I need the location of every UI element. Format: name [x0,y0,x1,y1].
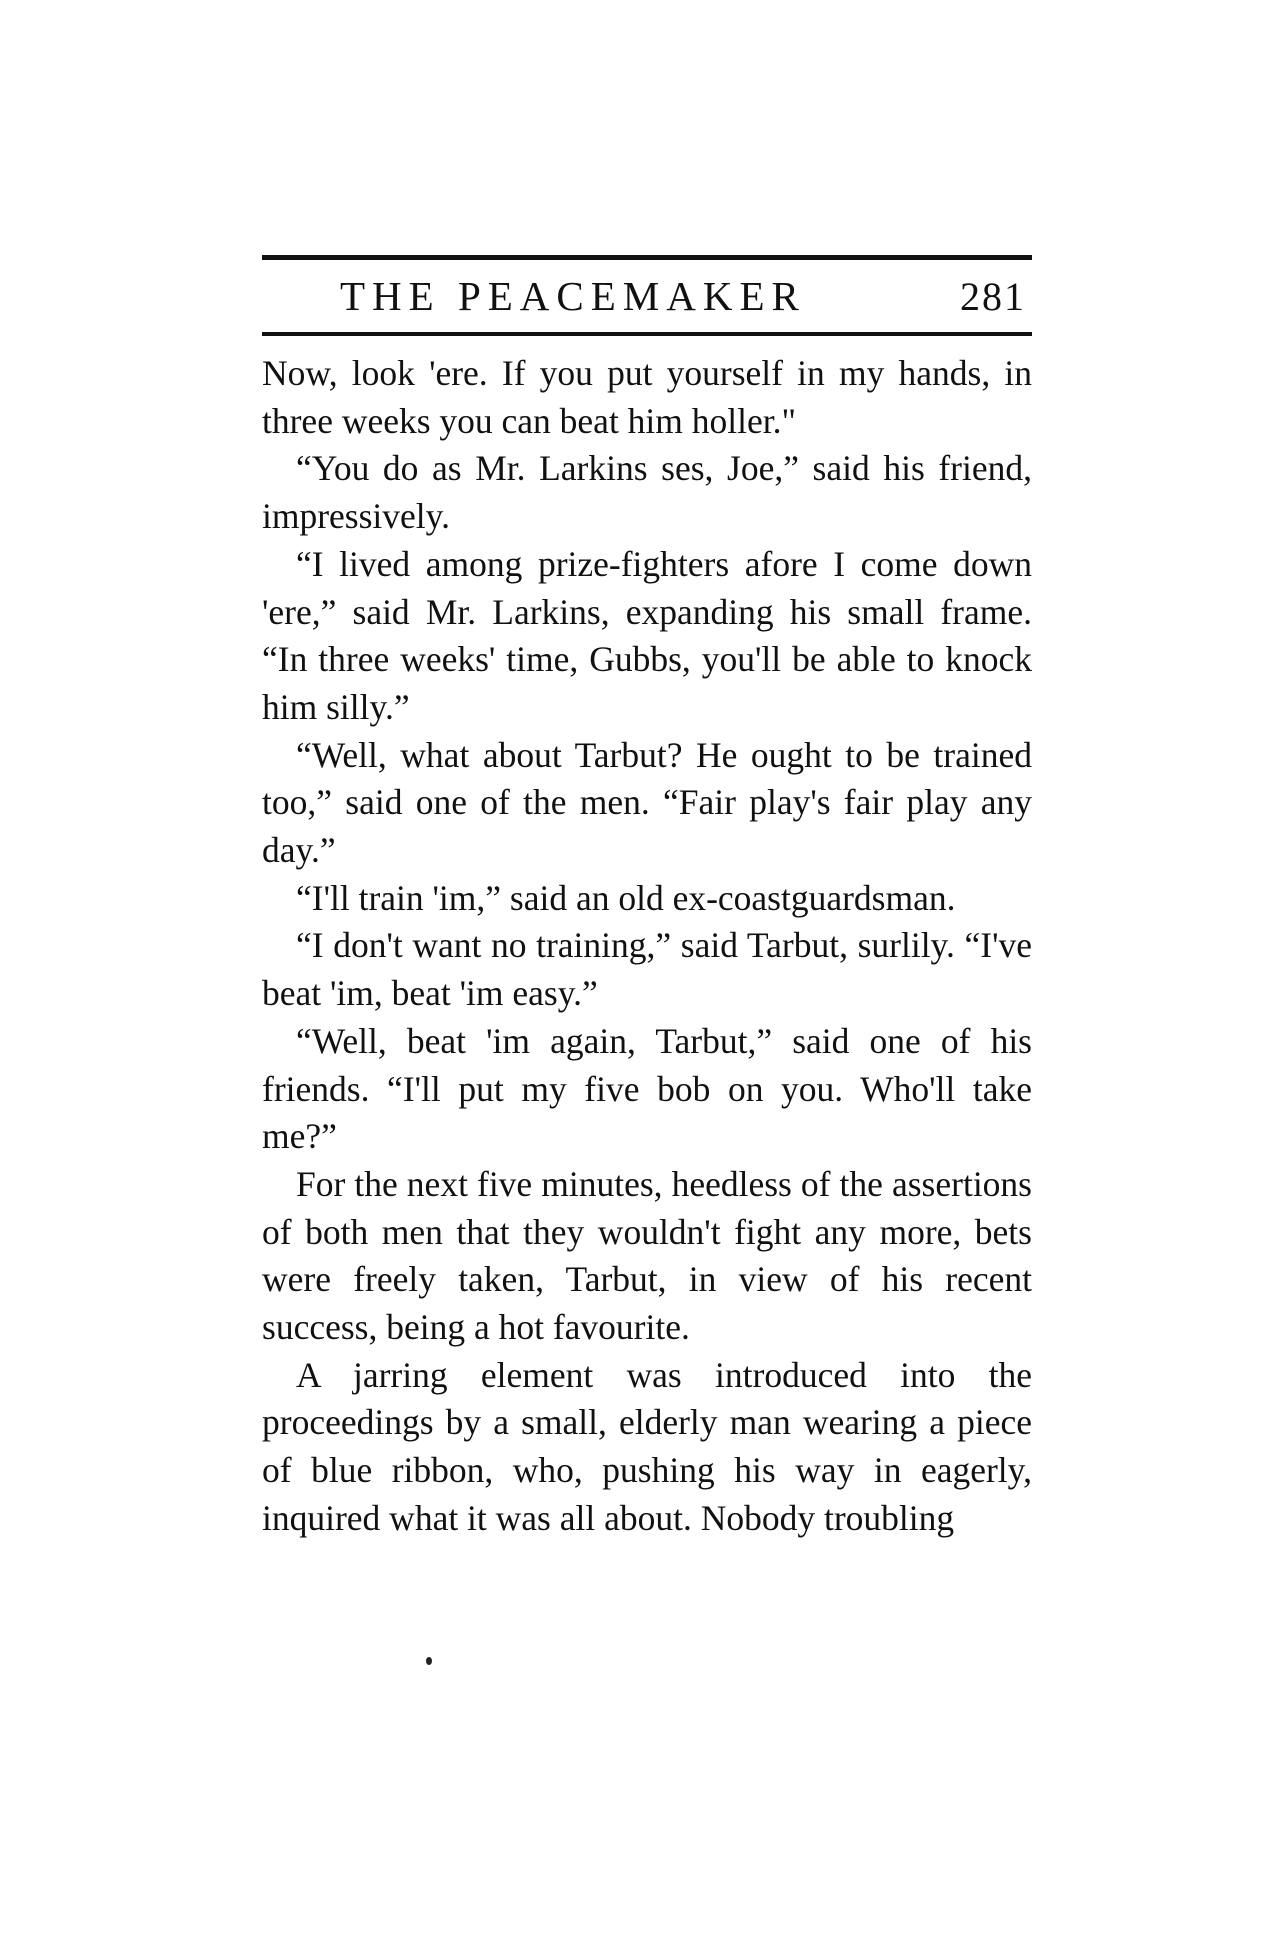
paragraph: “I lived among prize-fighters afore I come down 'ere,” said Mr. Larkins, expanding his small frame. “In three weeks' time, Gubbs, you'll be able to knock him silly.” [262,543,1032,727]
paragraph: “You do as Mr. Larkins ses, Joe,” said his friend, impressively. [262,448,1032,537]
paragraph: “Well, beat 'im again, Tarbut,” said one of his friends. “I'll put my five bob on you. Who'll take me?” [262,1020,1032,1157]
running-head [262,272,1032,324]
page-number: 281 [960,274,1026,319]
paragraph: “I'll train 'im,” said an old ex-coastguardsman. [296,877,956,918]
book-page [262,255,1032,1543]
paragraph: A jarring element was introduced into the proceedings by a small, elderly man wearing a piece of blue ribbon, who, pushing his way in eagerly, inquired what it was all about. Nobody troubling [262,1354,1032,1538]
header-bottom-rule [262,332,1032,336]
paragraph: For the next five minutes, heedless of the assertions of both men that they wouldn't fight any more, bets were freely taken, Tarbut, in view of his recent success, being a hot favourite. [262,1163,1032,1348]
print-mark [426,1657,432,1665]
paragraph: Now, look 'ere. If you put yourself in my hands, in three weeks you can beat him holler." [262,353,1032,441]
body-text [262,350,1032,1543]
running-title: THE PEACEMAKER [340,273,806,319]
paragraph: “Well, what about Tarbut? He ought to be trained too,” said one of the men. “Fair play's fair play any day.” [262,734,1032,871]
header-top-rule [262,255,1032,260]
paragraph: “I don't want no training,” said Tarbut, surlily. “I've beat 'im, beat 'im easy.” [262,925,1032,1014]
